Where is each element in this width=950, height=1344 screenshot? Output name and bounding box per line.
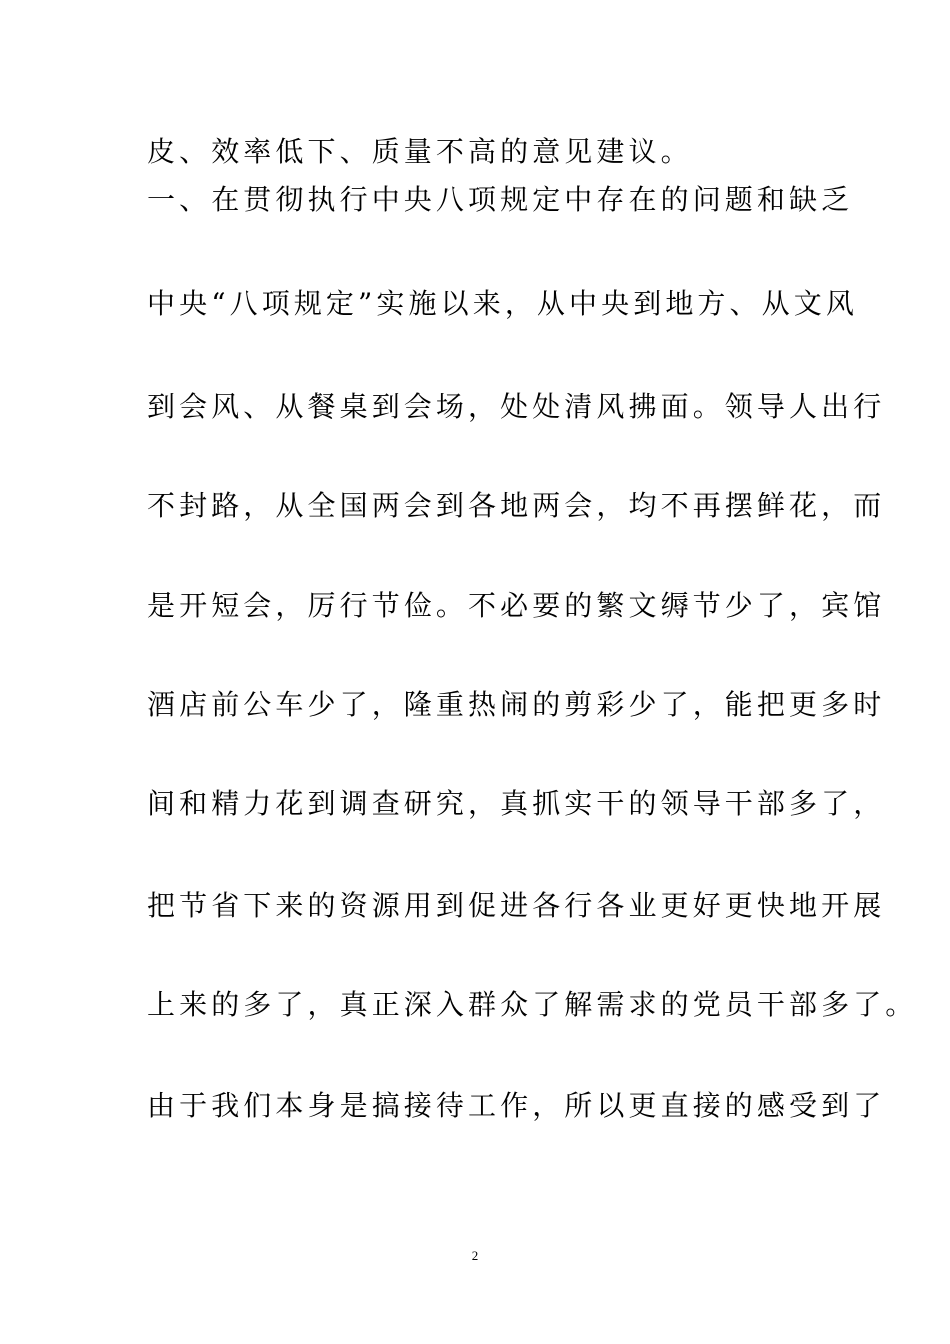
- body-line-1: 皮、效率低下、质量不高的意见建议。: [147, 135, 693, 168]
- body-line-6: 是开短会，厉行节俭。不必要的繁文缛节少了，宾馆: [147, 589, 886, 622]
- body-line-7: 酒店前公车少了，隆重热闹的剪彩少了，能把更多时: [147, 688, 886, 721]
- body-line-4: 到会风、从餐桌到会场，处处清风拂面。领导人出行: [147, 390, 886, 423]
- body-line-9: 把节省下来的资源用到促进各行各业更好更快地开展: [147, 889, 886, 922]
- page-number: 2: [471, 1248, 479, 1263]
- section-heading: 一、在贯彻执行中央八项规定中存在的问题和缺乏: [147, 183, 854, 216]
- body-line-11: 由于我们本身是搞接待工作，所以更直接的感受到了: [147, 1089, 886, 1122]
- body-line-3: 中央“八项规定”实施以来，从中央到地方、从文风: [147, 287, 858, 320]
- body-line-5: 不封路，从全国两会到各地两会，均不再摆鲜花，而: [147, 489, 886, 522]
- body-line-10: 上来的多了，真正深入群众了解需求的党员干部多了。: [147, 988, 918, 1021]
- body-line-8: 间和精力花到调查研究，真抓实干的领导干部多了，: [147, 787, 886, 820]
